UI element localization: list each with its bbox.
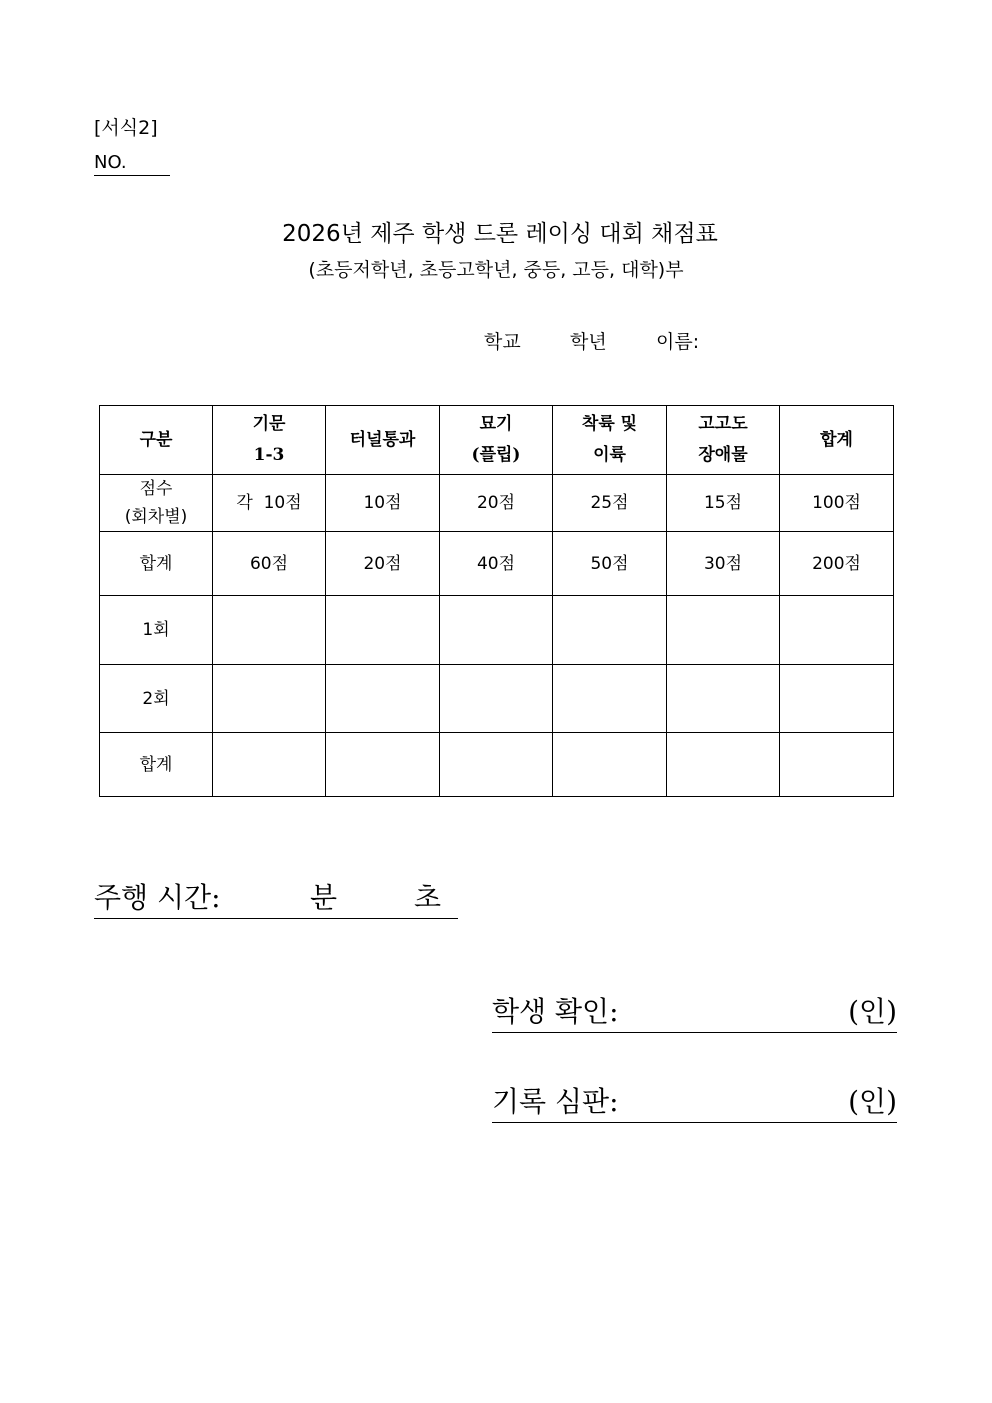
table-cell: 50점 [553,532,667,596]
row-label: 2회 [100,665,213,733]
score-entry-cell[interactable] [780,665,894,733]
student-confirm-line[interactable] [492,994,897,1033]
school-label: 학교 [484,331,521,353]
table-cell: 20점 [326,532,440,596]
minute-label: 분 [310,881,338,914]
second-label: 초 [414,881,442,914]
score-entry-cell[interactable] [213,596,326,665]
score-entry-cell[interactable] [667,596,780,665]
score-entry-cell[interactable] [780,596,894,665]
form-number: NO. [94,152,170,176]
score-entry-cell[interactable] [326,596,440,665]
score-entry-cell[interactable] [440,596,553,665]
score-entry-cell[interactable] [213,733,326,797]
table-row [100,596,894,665]
table-cell: 30점 [667,532,780,596]
header-gates: 기문 1-3 [213,406,326,475]
score-entry-cell[interactable] [553,665,667,733]
header-flip: 묘기 (플립) [440,406,553,475]
page-title: 2026년 제주 학생 드론 레이싱 대회 채점표 [282,221,718,247]
form-label: [서식2] [94,117,158,139]
grade-label: 학년 [570,331,607,353]
name-label: 이름: [656,331,700,353]
score-entry-cell[interactable] [667,665,780,733]
score-entry-cell[interactable] [553,733,667,797]
referee-seal-mark: (인) [848,1085,897,1118]
header-landing: 착륙 및 이륙 [553,406,667,475]
table-cell: 15점 [667,475,780,532]
header-category: 구분 [100,406,213,475]
row-label: 점수 (회차별) [100,475,213,532]
score-table [99,405,894,797]
table-header-row [100,406,894,475]
score-entry-cell[interactable] [440,665,553,733]
row-label: 1회 [100,596,213,665]
header-total: 합계 [780,406,894,475]
student-confirm-label: 학생 확인: [492,995,619,1028]
run-time-line[interactable] [94,880,458,919]
referee-record-line[interactable] [492,1084,897,1123]
score-entry-cell[interactable] [780,733,894,797]
score-entry-cell[interactable] [440,733,553,797]
table-row [100,733,894,797]
page-subtitle: (초등저학년, 초등고학년, 중등, 고등, 대학)부 [308,259,684,281]
row-label: 합계 [100,733,213,797]
student-seal-mark: (인) [848,995,897,1028]
score-entry-cell[interactable] [667,733,780,797]
table-row [100,665,894,733]
table-cell: 100점 [780,475,894,532]
table-cell: 각 10점 [213,475,326,532]
row-label: 합계 [100,532,213,596]
referee-record-label: 기록 심판: [492,1085,619,1118]
header-tunnel: 터널통과 [326,406,440,475]
run-time-label: 주행 시간: [94,881,221,914]
table-cell: 60점 [213,532,326,596]
table-cell: 40점 [440,532,553,596]
table-row [100,475,894,532]
score-entry-cell[interactable] [326,665,440,733]
table-cell: 20점 [440,475,553,532]
table-cell: 200점 [780,532,894,596]
header-high-altitude: 고고도 장애물 [667,406,780,475]
table-cell: 25점 [553,475,667,532]
score-entry-cell[interactable] [553,596,667,665]
score-entry-cell[interactable] [213,665,326,733]
table-cell: 10점 [326,475,440,532]
score-entry-cell[interactable] [326,733,440,797]
table-row [100,532,894,596]
